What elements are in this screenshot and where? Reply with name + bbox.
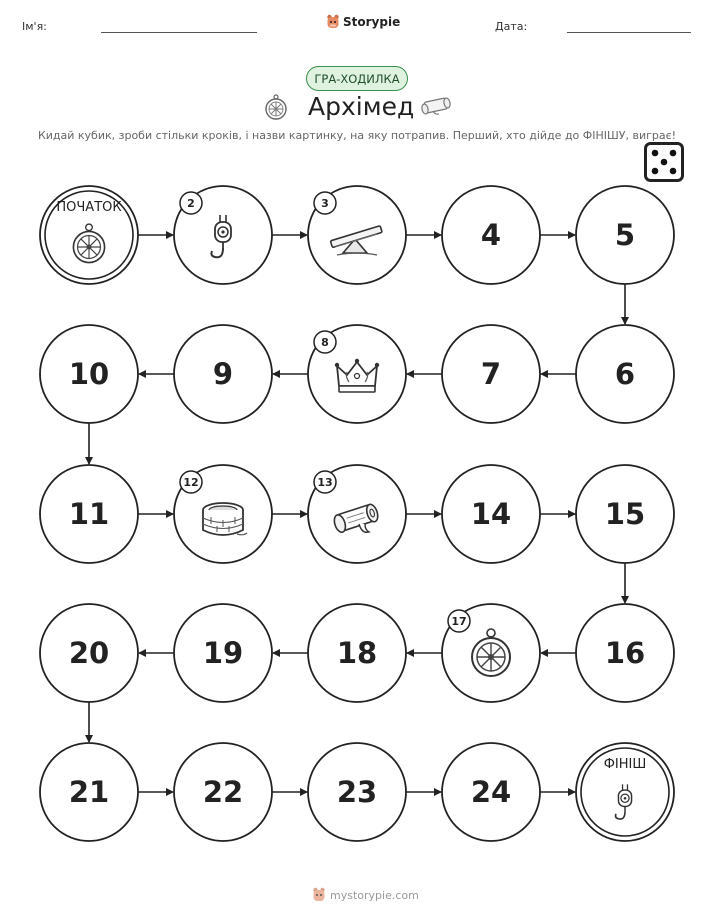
cell-number: 14	[470, 497, 512, 531]
board-cell[interactable]	[174, 186, 272, 284]
board-cell[interactable]	[308, 743, 406, 841]
game-type-badge: ГРА-ХОДИЛКА	[306, 66, 408, 91]
board-cell[interactable]	[442, 743, 540, 841]
finish-label: ФІНІШ	[603, 757, 647, 772]
board-cell[interactable]	[442, 186, 540, 284]
cell-number: 23	[336, 775, 378, 809]
cell-number: 17	[451, 615, 467, 628]
page-title: Архімед	[308, 92, 415, 121]
name-label: Ім'я:	[22, 20, 47, 33]
cell-number: 19	[202, 636, 244, 670]
well-icon	[203, 503, 247, 535]
board-cell[interactable]	[442, 604, 540, 702]
cell-number: 12	[183, 476, 199, 489]
board-cells	[40, 186, 674, 841]
cell-number: 18	[336, 636, 378, 670]
cell-number: 5	[614, 218, 636, 252]
board-cell[interactable]	[40, 604, 138, 702]
cell-number: 9	[212, 357, 234, 391]
finish-cell[interactable]	[576, 743, 674, 841]
board-cell[interactable]	[442, 325, 540, 423]
start-label: ПОЧАТОК	[56, 200, 122, 215]
cell-number: 13	[317, 476, 333, 489]
cell-number: 4	[480, 218, 502, 252]
board-cell[interactable]	[40, 465, 138, 563]
board-cell[interactable]	[308, 604, 406, 702]
storypie-mascot-icon	[312, 887, 326, 903]
board-cell[interactable]	[576, 465, 674, 563]
date-label: Дата:	[495, 20, 528, 33]
cell-number: 16	[604, 636, 646, 670]
start-cell[interactable]	[40, 186, 138, 284]
cell-number: 24	[470, 775, 512, 809]
board-cell[interactable]	[442, 465, 540, 563]
cell-number: 8	[321, 336, 329, 349]
board-cell[interactable]	[308, 325, 406, 423]
cell-number: 22	[202, 775, 244, 809]
brand-name: Storypie	[343, 15, 401, 29]
cell-number: 7	[480, 357, 502, 391]
cell-number: 10	[68, 357, 110, 391]
footer	[312, 887, 419, 903]
board-cell[interactable]	[576, 325, 674, 423]
footer-site[interactable]: mystorypie.com	[330, 888, 419, 902]
board-cell[interactable]	[174, 743, 272, 841]
board-cell[interactable]	[308, 465, 406, 563]
board-cell[interactable]	[40, 325, 138, 423]
cell-number: 3	[321, 197, 329, 210]
board-cell[interactable]	[308, 186, 406, 284]
cell-number: 21	[68, 775, 110, 809]
cell-number: 20	[68, 636, 110, 670]
cell-number: 2	[187, 197, 195, 210]
board-cell[interactable]	[40, 743, 138, 841]
board-cell[interactable]	[174, 604, 272, 702]
cell-number: 11	[68, 497, 110, 531]
cell-number: 6	[614, 357, 636, 391]
instructions: Кидай кубик, зроби стільки кроків, і назви картинку, на яку потрапив. Перший, хто дійде до ФІНІШУ, виграє!	[37, 129, 677, 142]
board-cell[interactable]	[576, 604, 674, 702]
cell-number: 15	[604, 497, 646, 531]
board-cell[interactable]	[174, 465, 272, 563]
board-cell[interactable]	[174, 325, 272, 423]
board-cell[interactable]	[576, 186, 674, 284]
